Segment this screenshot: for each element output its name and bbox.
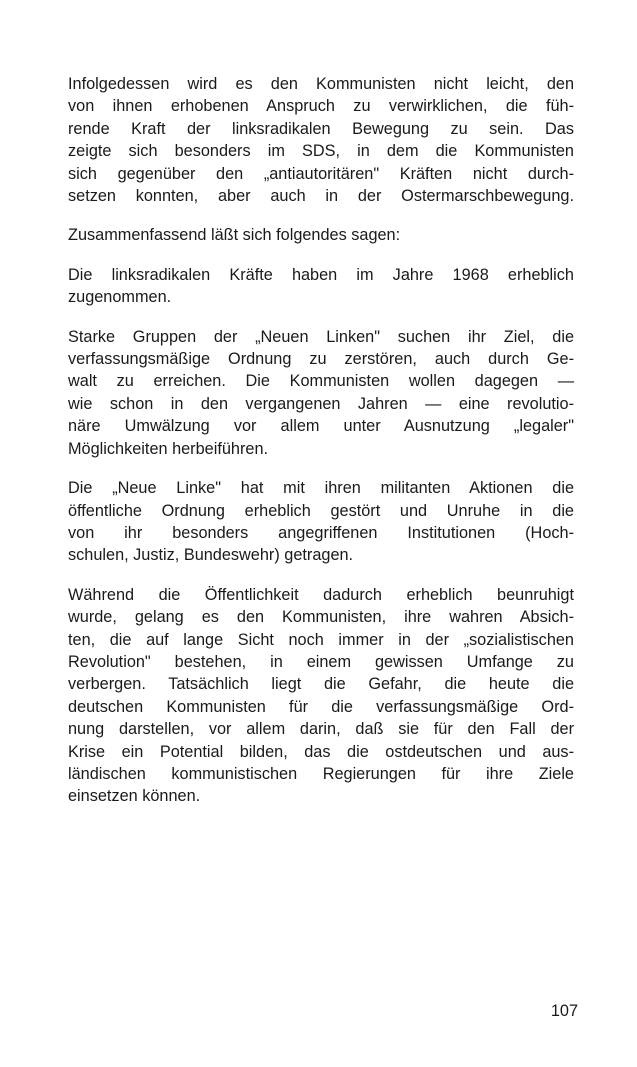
text-line: Die „Neue Linke" hat mit ihren militanten Aktionen die xyxy=(68,479,574,498)
text-line: nung darstellen, vor allem darin, daß sie für den Fall der xyxy=(68,720,574,739)
text-line: zeigte sich besonders im SDS, in dem die Kommunisten xyxy=(68,142,574,161)
text-line: Zusammenfassend läßt sich folgendes sagen: xyxy=(68,226,401,245)
paragraph-2 xyxy=(68,224,574,246)
text-line: zugenommen. xyxy=(68,288,172,307)
paragraph-4 xyxy=(68,326,574,460)
text-line: einsetzen können. xyxy=(68,787,201,806)
text-line: sich gegenüber den „antiautoritären" Kräften nicht durch- xyxy=(68,164,574,183)
paragraph-1 xyxy=(68,73,574,207)
paragraph-5 xyxy=(68,477,574,567)
paragraph-3 xyxy=(68,264,574,309)
text-line: Revolution" bestehen, in einem gewissen Umfange zu xyxy=(68,652,574,671)
text-line: wie schon in den vergangenen Jahren — eine revolutio- xyxy=(68,394,574,413)
text-line: Starke Gruppen der „Neuen Linken" suchen ihr Ziel, die xyxy=(68,327,574,346)
text-line: verfassungsmäßige Ordnung zu zerstören, auch durch Ge- xyxy=(68,350,574,369)
paragraph-6 xyxy=(68,584,574,808)
text-line: von ihr besonders angegriffenen Institutionen (Hoch- xyxy=(68,523,574,542)
text-line: von ihnen erhobenen Anspruch zu verwirklichen, die füh- xyxy=(68,97,574,116)
text-line: rende Kraft der linksradikalen Bewegung zu sein. Das xyxy=(68,119,574,138)
text-line: öffentliche Ordnung erheblich gestört und Unruhe in die xyxy=(68,501,574,520)
text-line: Während die Öffentlichkeit dadurch erheblich beunruhigt xyxy=(68,585,574,604)
text-line: Möglichkeiten herbeiführen. xyxy=(68,439,269,458)
page-number: 107 xyxy=(550,1002,578,1020)
text-line: ten, die auf lange Sicht noch immer in der „sozialistischen xyxy=(68,630,574,649)
text-line: näre Umwälzung vor allem unter Ausnutzung „legaler" xyxy=(68,417,574,436)
page-body xyxy=(68,73,574,808)
text-line: walt zu erreichen. Die Kommunisten wollen dagegen — xyxy=(68,372,574,391)
text-line: wurde, gelang es den Kommunisten, ihre wahren Absich- xyxy=(68,608,574,627)
text-line: ländischen kommunistischen Regierungen für ihre Ziele xyxy=(68,764,574,783)
text-line: verbergen. Tatsächlich liegt die Gefahr, die heute die xyxy=(68,675,574,694)
text-line: Die linksradikalen Kräfte haben im Jahre 1968 erheblich xyxy=(68,265,574,284)
text-line: Infolgedessen wird es den Kommunisten nicht leicht, den xyxy=(68,75,574,93)
text-line: Krise ein Potential bilden, das die ostdeutschen und aus- xyxy=(68,742,574,761)
text-line: setzen konnten, aber auch in der Ostermarschbewegung. xyxy=(68,187,574,206)
text-line: schulen, Justiz, Bundeswehr) getragen. xyxy=(68,546,354,565)
text-line: deutschen Kommunisten für die verfassungsmäßige Ord- xyxy=(68,697,574,716)
